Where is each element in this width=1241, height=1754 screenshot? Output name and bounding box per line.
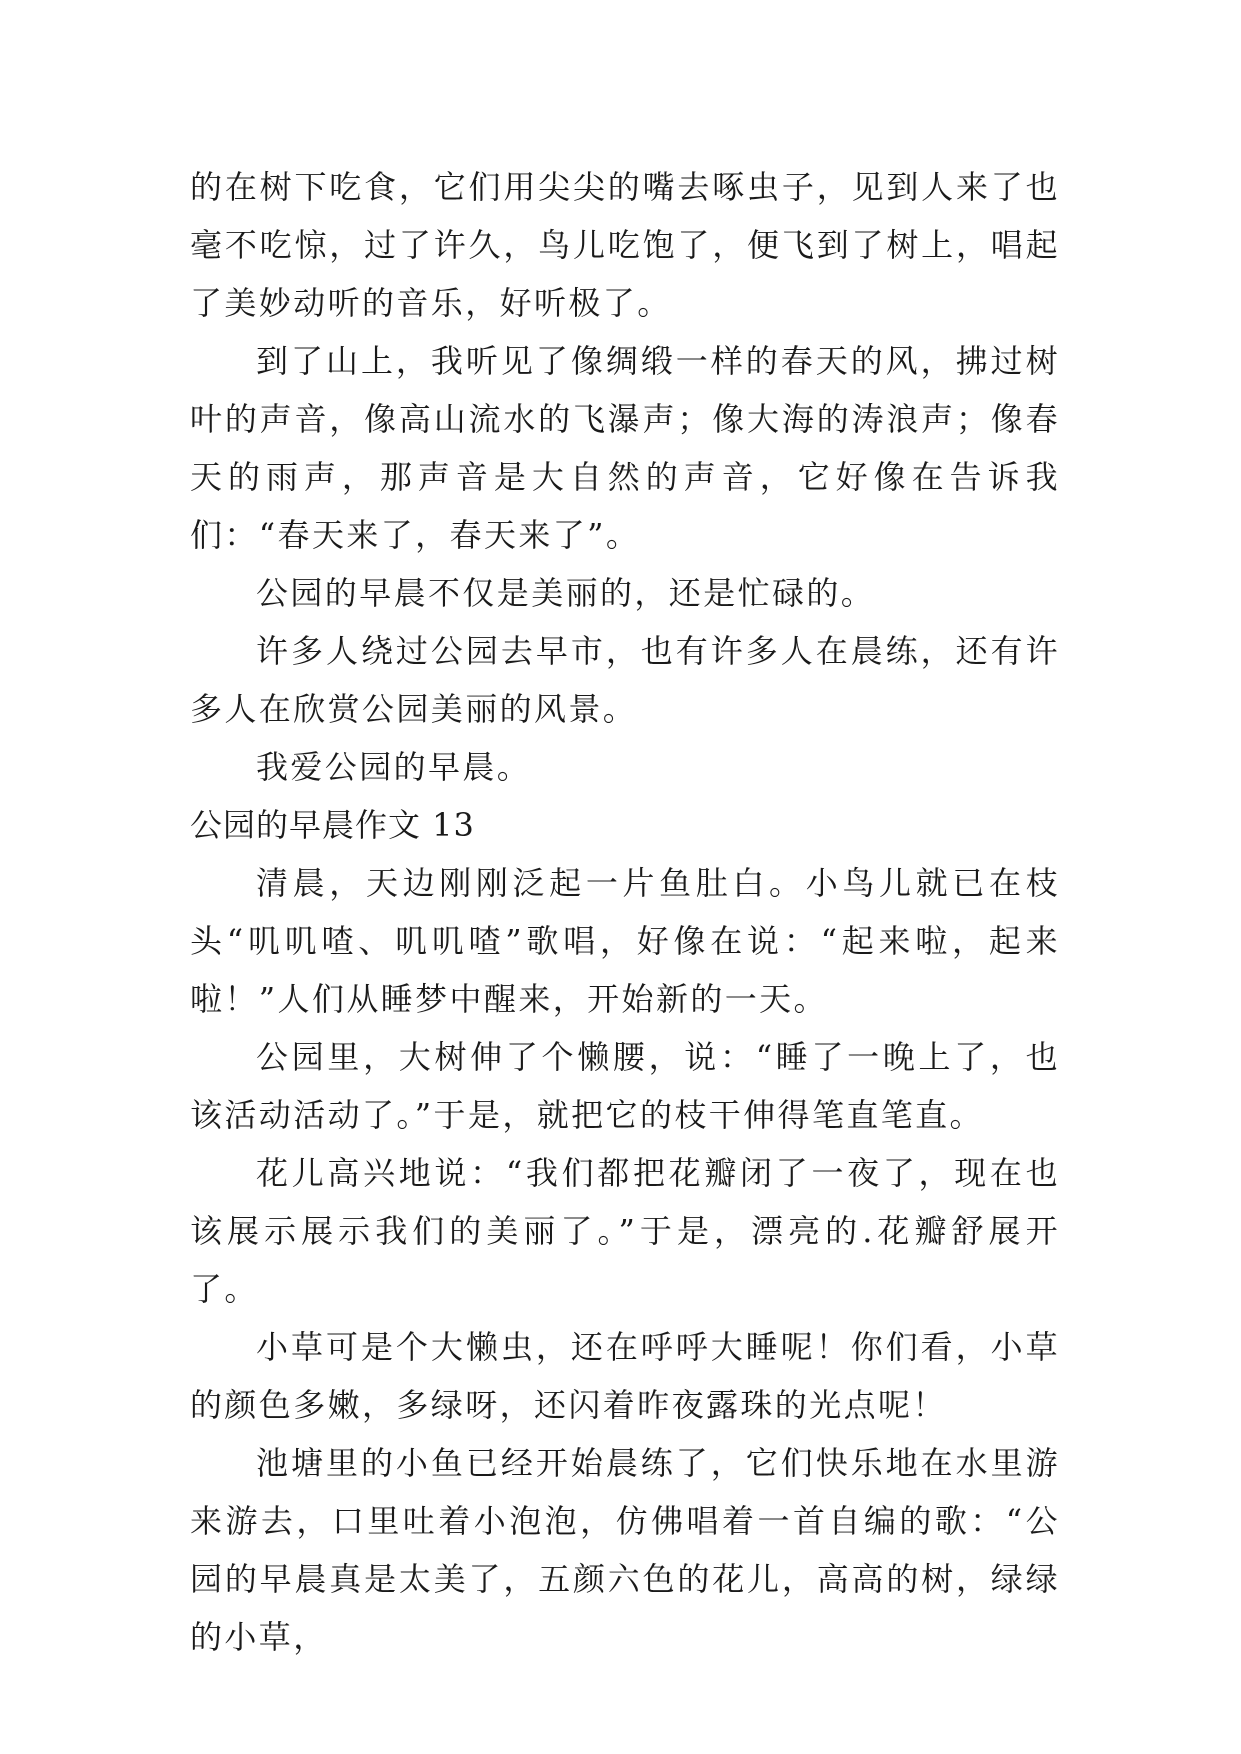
paragraph-3: 公园的早晨不仅是美丽的，还是忙碌的。 [256,574,876,612]
paragraph-4: 许多人绕过公园去早市，也有许多人在晨练，还有许多人在欣赏公园美丽的风景。 [190,632,1060,728]
document-body [190,158,1060,1666]
paragraph-2: 到了山上，我听见了像绸缎一样的春天的风，拂过树叶的声音，像高山流水的飞瀑声；像大海的涛浪声；像春天的雨声，那声音是大自然的声音，它好像在告诉我们：“春天来了，春天来了”。 [190,342,1060,554]
paragraph-9: 小草可是个大懒虫，还在呼呼大睡呢！你们看，小草的颜色多嫩，多绿呀，还闪着昨夜露珠的光点呢！ [190,1328,1060,1424]
section-heading: 公园的早晨作文 13 [190,806,475,844]
paragraph-10: 池塘里的小鱼已经开始晨练了，它们快乐地在水里游来游去，口里吐着小泡泡，仿佛唱着一首自编的歌：“公园的早晨真是太美了，五颜六色的花儿，高高的树，绿绿的小草， [190,1444,1060,1656]
paragraph-8: 花儿高兴地说：“我们都把花瓣闭了一夜了，现在也该展示展示我们的美丽了。”于是，漂亮的.花瓣舒展开了。 [190,1154,1060,1308]
paragraph-6: 清晨，天边刚刚泛起一片鱼肚白。小鸟儿就已在枝头“叽叽喳、叽叽喳”歌唱，好像在说：“起来啦，起来啦！”人们从睡梦中醒来，开始新的一天。 [190,864,1060,1018]
paragraph-1: 的在树下吃食，它们用尖尖的嘴去啄虫子，见到人来了也毫不吃惊，过了许久，鸟儿吃饱了，便飞到了树上，唱起了美妙动听的音乐，好听极了。 [190,168,1060,322]
paragraph-7: 公园里，大树伸了个懒腰，说：“睡了一晚上了，也该活动活动了。”于是，就把它的枝干伸得笔直笔直。 [190,1038,1060,1134]
paragraph-5: 我爱公园的早晨。 [256,748,532,786]
